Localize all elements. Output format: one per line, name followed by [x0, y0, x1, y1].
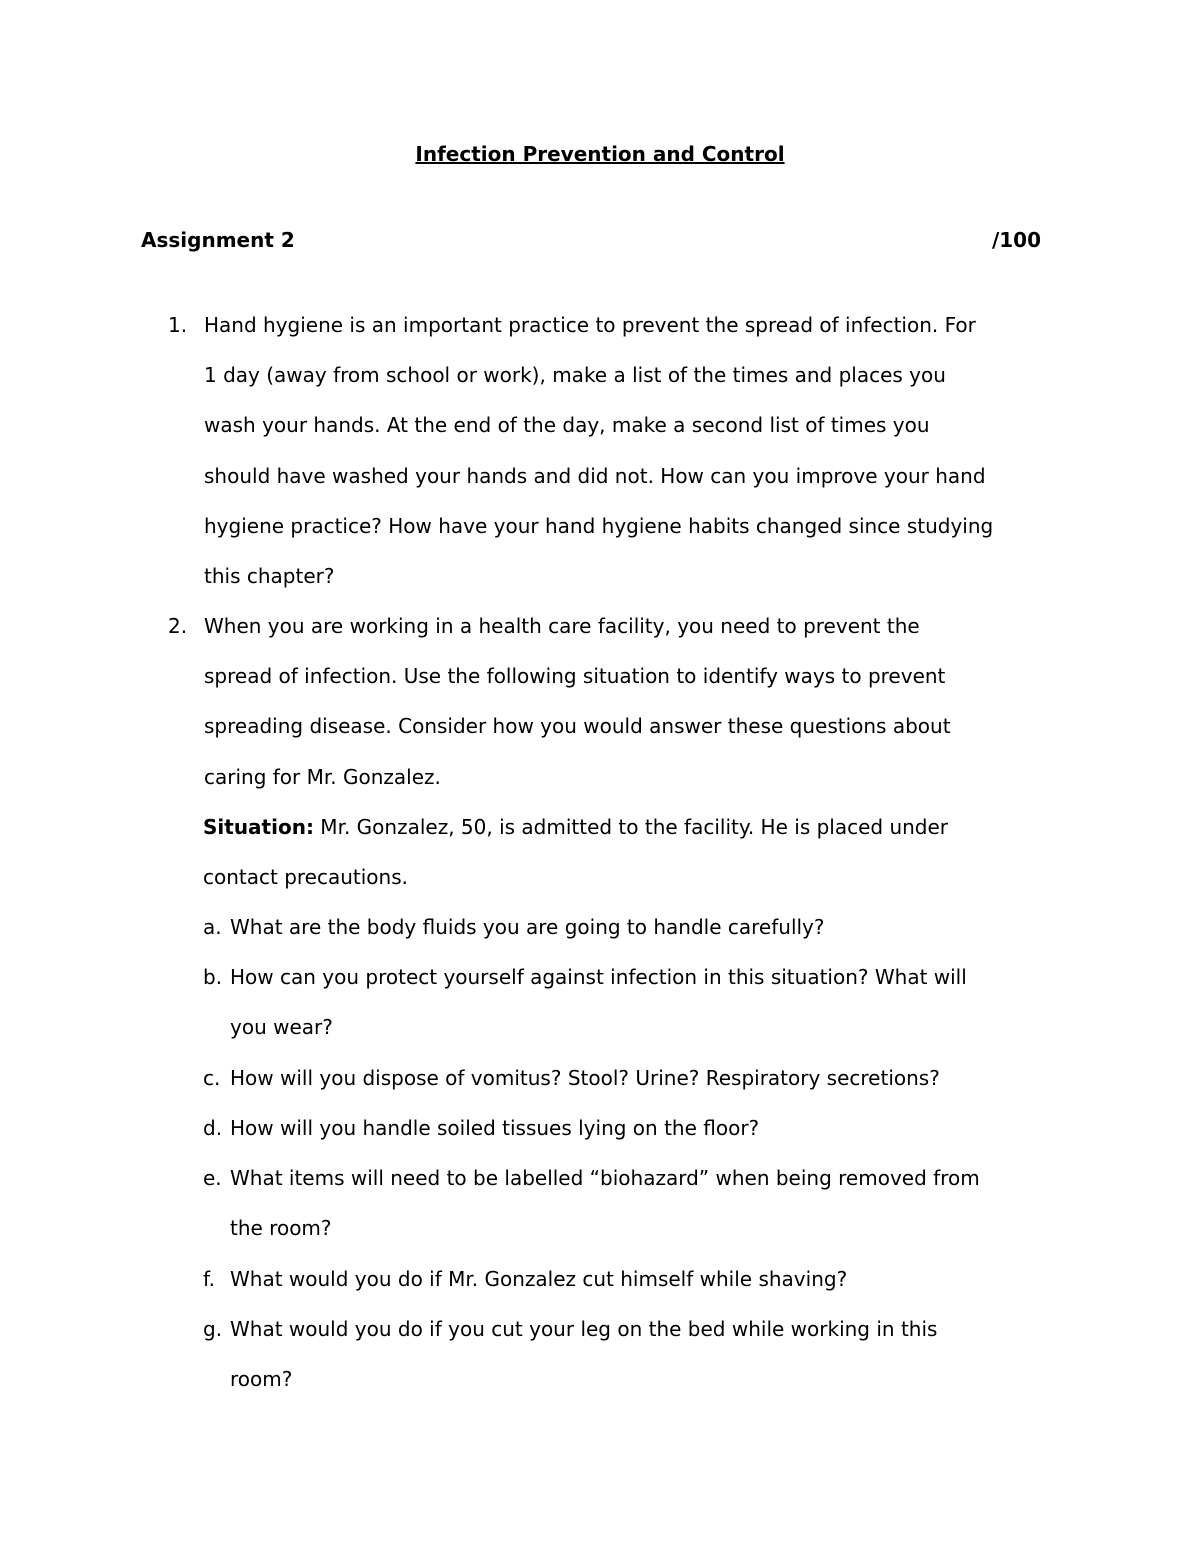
subquestion-letter: f.: [203, 1267, 215, 1291]
subquestion-line: How can you protect yourself against infection in this situation? What will: [230, 965, 967, 989]
question-line: Hand hygiene is an important practice to prevent the spread of infection. For: [204, 313, 976, 337]
subquestion-line: What items will need to be labelled “biohazard” when being removed from: [230, 1166, 980, 1190]
subquestion-line: What are the body fluids you are going to handle carefully?: [230, 915, 825, 939]
subquestion-letter: e.: [203, 1166, 222, 1190]
question-line: 1 day (away from school or work), make a list of the times and places you: [204, 363, 946, 388]
subquestion-letter: g.: [203, 1317, 223, 1341]
question-line: hygiene practice? How have your hand hygiene habits changed since studying: [204, 513, 994, 538]
assignment-label: Assignment 2: [141, 228, 295, 252]
question-line: should have washed your hands and did not. How can you improve your hand: [204, 463, 986, 488]
subquestion-letter: d.: [203, 1116, 223, 1140]
situation-text: Mr. Gonzalez, 50, is admitted to the facility. He is placed under: [313, 815, 949, 839]
situation-line: contact precautions.: [203, 865, 408, 890]
question-line: wash your hands. At the end of the day, make a second list of times you: [204, 413, 930, 438]
question-number: 1.: [168, 313, 188, 337]
subquestion-line: the room?: [230, 1216, 332, 1241]
question-text: [204, 601, 1068, 802]
subquestion-line: you wear?: [230, 1015, 333, 1040]
question-line: this chapter?: [204, 563, 335, 588]
situation-line: [203, 802, 1083, 852]
subquestion-letter: a.: [203, 915, 222, 939]
document-title: Infection Prevention and Control: [415, 142, 785, 166]
question-line: spread of infection. Use the following situation to identify ways to prevent: [204, 664, 946, 689]
situation-label: Situation:: [203, 815, 314, 839]
subquestion-letter: c.: [203, 1066, 221, 1090]
question-line: caring for Mr. Gonzalez.: [204, 764, 441, 789]
situation-block: [203, 802, 1083, 902]
subquestion-line: What would you do if Mr. Gonzalez cut himself while shaving?: [230, 1267, 848, 1291]
subquestion-line: How will you dispose of vomitus? Stool? Urine? Respiratory secretions?: [230, 1066, 940, 1090]
subquestion-letter: b.: [203, 965, 223, 989]
question-line: spreading disease. Consider how you would answer these questions about: [204, 714, 951, 739]
assignment-score: /100: [991, 228, 1041, 252]
question-text: [204, 300, 1068, 601]
question-number: 2.: [168, 614, 188, 638]
question-line: When you are working in a health care facility, you need to prevent the: [204, 614, 920, 638]
subquestion-line: How will you handle soiled tissues lying on the floor?: [230, 1116, 760, 1140]
subquestion-line: room?: [230, 1367, 293, 1392]
subquestion-line: What would you do if you cut your leg on the bed while working in this: [230, 1317, 938, 1341]
